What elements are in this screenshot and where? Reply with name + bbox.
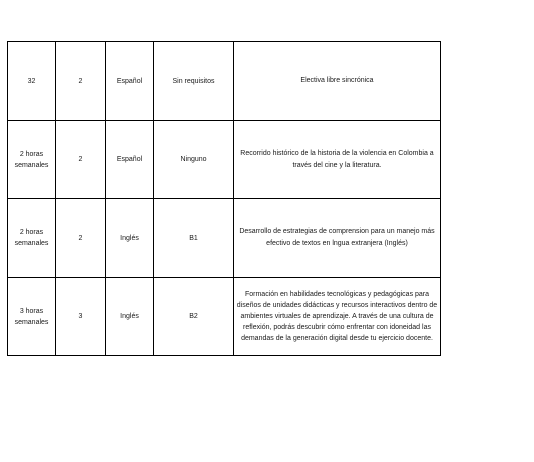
description-cell: Formación en habilidades tecnológicas y pedagógicas para diseños de unidades didácticas y recursos interactivos dentro de ambientes virtuales de aprendizaje. A través de una cultura de reflexión, podrás descubrir cómo enfrentar con idoneidad las demandas de la generación digital desde tu ejercicio docente.	[234, 278, 441, 356]
credits-cell: 2	[56, 199, 106, 278]
table-row	[8, 199, 441, 278]
language-cell: Inglés	[106, 278, 154, 356]
description-cell: Desarrollo de estrategias de comprension para un manejo más efectivo de textos en lngua extranjera (Inglés)	[234, 199, 441, 278]
course-table	[7, 41, 441, 356]
credits-cell: 2	[56, 121, 106, 199]
description-cell: Electiva libre sincrónica	[234, 42, 441, 121]
requirements-cell: Sin requisitos	[154, 42, 234, 121]
hours-cell: 2 horas semanales	[8, 199, 56, 278]
credits-cell: 2	[56, 42, 106, 121]
table-row	[8, 278, 441, 356]
requirements-cell: Ninguno	[154, 121, 234, 199]
hours-cell: 3 horas semanales	[8, 278, 56, 356]
description-cell: Recorrido histórico de la historia de la violencia en Colombia a través del cine y la literatura.	[234, 121, 441, 199]
hours-cell: 32	[8, 42, 56, 121]
credits-cell: 3	[56, 278, 106, 356]
language-cell: Inglés	[106, 199, 154, 278]
language-cell: Español	[106, 121, 154, 199]
hours-cell: 2 horas semanales	[8, 121, 56, 199]
table-row	[8, 42, 441, 121]
requirements-cell: B1	[154, 199, 234, 278]
language-cell: Español	[106, 42, 154, 121]
table-row	[8, 121, 441, 199]
requirements-cell: B2	[154, 278, 234, 356]
